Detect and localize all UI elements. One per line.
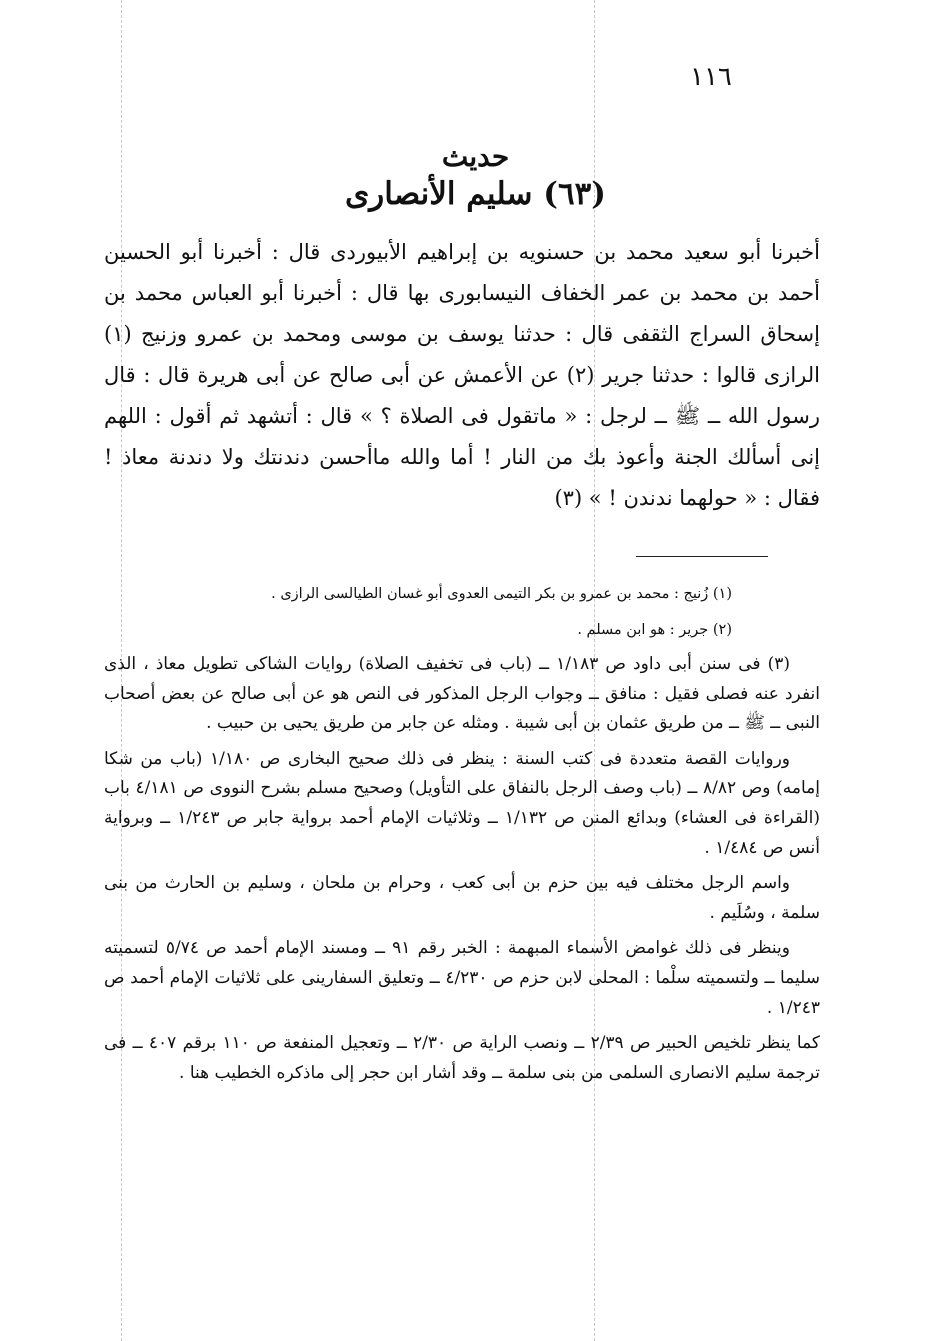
footnote-separator — [636, 556, 768, 557]
hadith-text: أخبرنا أبو سعيد محمد بن حسنويه بن إبراهيم الأبيوردى قال : أخبرنا أبو الحسين أحمد بن محمد بن عمر الخفاف النيسابورى بها قال : أخبرنا أبو العباس محمد بن إسحاق السراج الثقفى قال : حدثنا يوسف بن موسى ومحمد بن عمرو وزنيج (١) الرازى قالوا : حدثنا جرير (٢) عن الأعمش عن أبى صالح عن أبى هريرة قال : قال رسول الله ــ ﷺ ــ لرجل : « ماتقول فى الصلاة ؟ » قال : أتشهد ثم أقول : اللهم إنى أسألك الجنة وأعوذ بك من النار ! أما والله ماأحسن دندنتك ولا دندنة معاذ ! فقال : « حولهما ندندن ! » (٣) — [104, 240, 820, 510]
footnote-2: (٢) جرير : هو ابن مسلم . — [577, 622, 732, 638]
heading-line-1: حديث — [441, 140, 510, 173]
page-number: ١١٦ — [690, 62, 732, 92]
footnote-3-paragraph: وروايات القصة متعددة فى كتب السنة : ينظر فى ذلك صحيح البخارى ص ١/١٨٠ (باب من شكا إمامه) وص ٨/٨٢ ــ (باب وصف الرجل بالنفاق على التأويل) وصحيح مسلم بشرح النووى ص ٤/١٨١ باب (القراءة فى العشاء) وبدائع المنن ص ١/١٣٢ ــ وثلاثيات الإمام أحمد برواية جابر ص ١/٢٤٣ ــ وبرواية أنس ص ١/٤٨٤ . — [104, 748, 820, 858]
footnote-3-paragraph: (٣) فى سنن أبى داود ص ١/١٨٣ ــ (باب فى تخفيف الصلاة) روايات الشاكى تطويل معاذ ، الذى انفرد عنه فصلى فقيل : منافق ــ وجواب الرجل المذكور فى النص هو عن أبى صالح عن بعض أصحاب النبى ــ ﷺ ــ من طريق عثمان بن أبى شيبة . ومثله عن جابر من طريق يحيى بن حبيب . — [104, 654, 820, 734]
footnote-3 — [104, 650, 820, 1094]
footnote-3-paragraph: وينظر فى ذلك غوامض الأسماء المبهمة : الخبر رقم ٩١ ــ ومسند الإمام أحمد ص ٥/٧٤ لتسميته سليما ــ ولتسميته سلْما : المحلى لابن حزم ص ٤/٢٣٠ ــ وتعليق السفارينى على ثلاثيات الإمام أحمد ص ١/٢٤٣ . — [104, 938, 821, 1018]
footnote-3-paragraph: واسم الرجل مختلف فيه بين حزم بن أبى كعب ، وحرام بن ملحان ، وسليم بن الحارث من بنى سلمة ، وسُلَيم . — [104, 873, 820, 923]
footnote-3-paragraph: كما ينظر تلخيص الحبير ص ٢/٣٩ ــ ونصب الراية ص ٢/٣٠ ــ وتعجيل المنفعة ص ١١٠ برقم ٤٠٧ ــ فى ترجمة سليم الانصارى السلمى من بنى سلمة ــ وقد أشار ابن حجر إلى ماذكره الخطيب هنا . — [104, 1033, 820, 1083]
footnote-1: (١) زُنيج : محمد بن عمرو بن بكر التيمى العدوى أبو غسان الطيالسى الرازى . — [271, 586, 732, 602]
hadith-body — [104, 232, 820, 519]
heading-line-2: (٦٣) سليم الأنصارى — [345, 176, 606, 212]
